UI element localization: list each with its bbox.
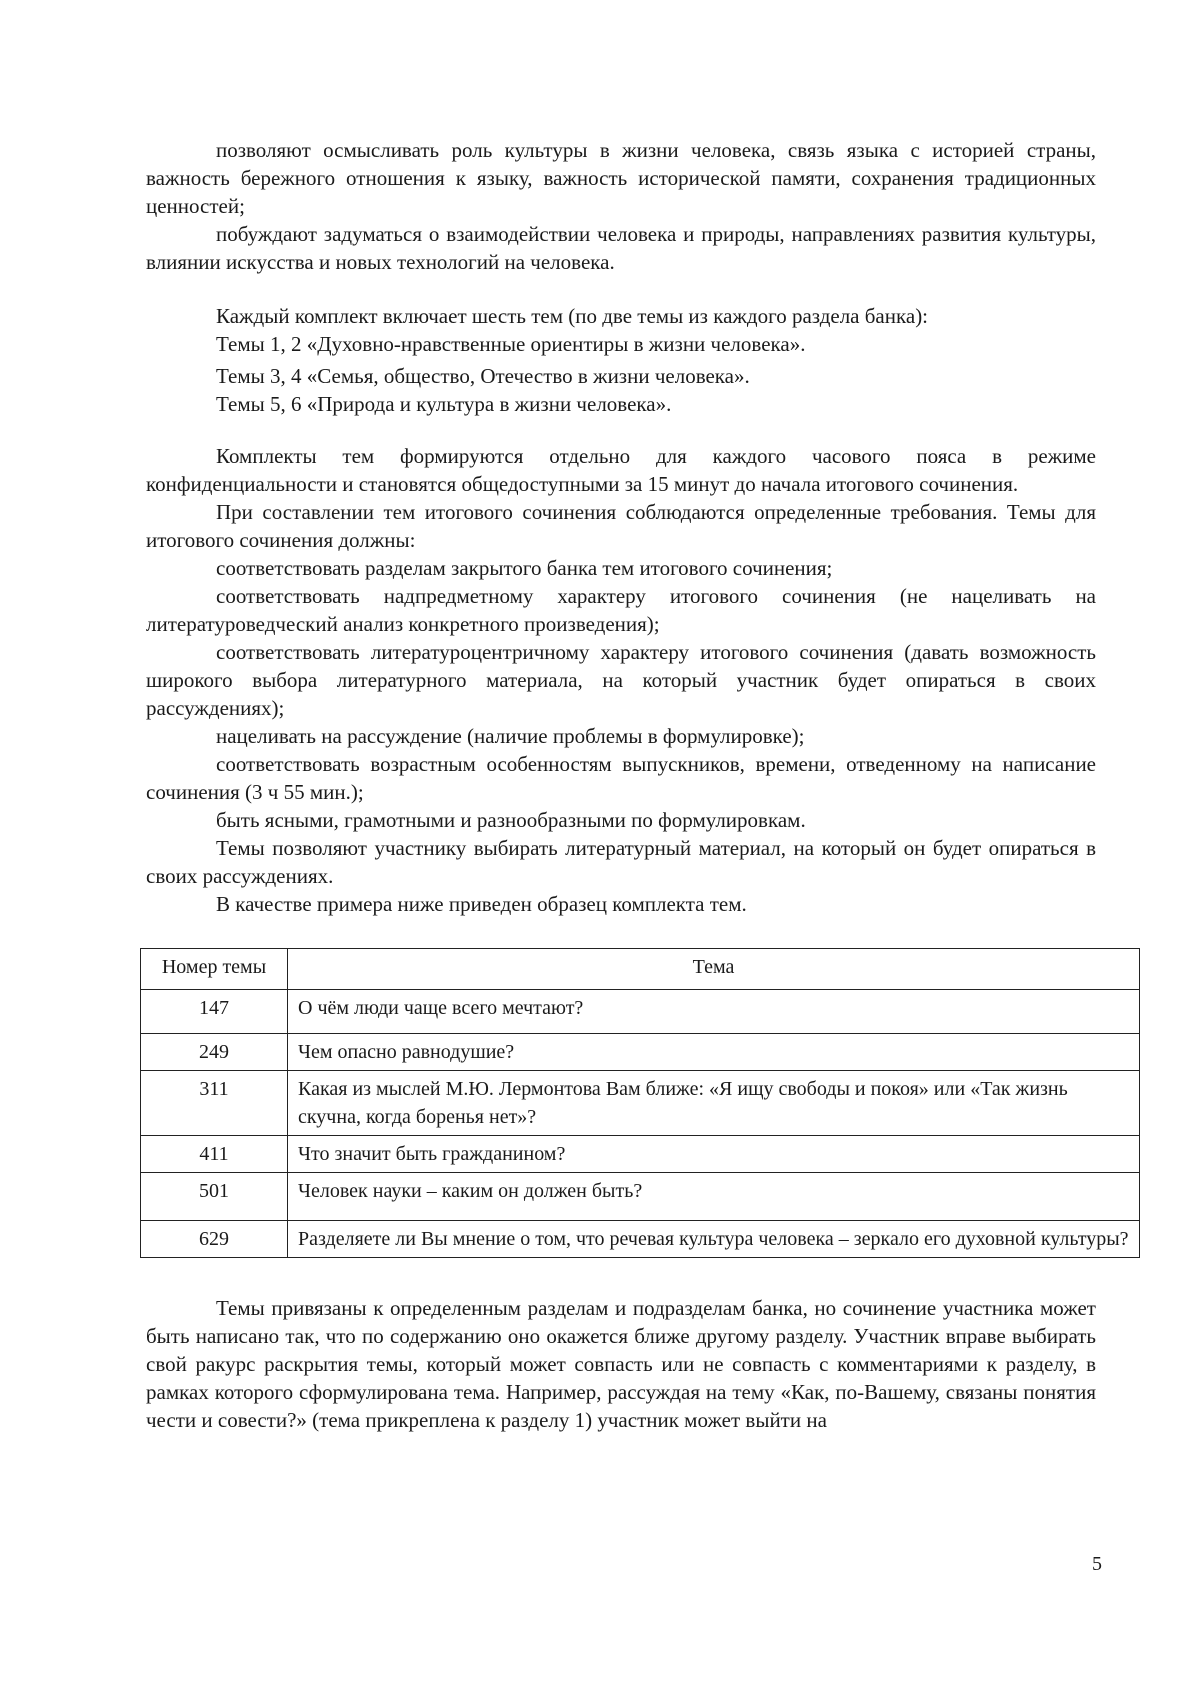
column-header-theme: Тема (288, 949, 1140, 990)
rules-paragraph-3: Темы позволяют участнику выбирать литературный материал, на который он будет опираться в своих рассуждениях. (146, 836, 1096, 888)
kit-line-1: Каждый комплект включает шесть тем (по две темы из каждого раздела банка): (216, 304, 929, 328)
kit-line-2: Темы 1, 2 «Духовно-нравственные ориентиры в жизни человека». (216, 332, 806, 356)
themes-table (140, 948, 1140, 1258)
document-page (146, 136, 1129, 1434)
theme-text: Разделяете ли Вы мнение о том, что речевая культура человека – зеркало его духовной культуры? (288, 1221, 1140, 1258)
rules-paragraph-4: В качестве примера ниже приведен образец комплекта тем. (216, 892, 747, 916)
theme-number: 311 (141, 1071, 288, 1136)
theme-text: Какая из мыслей М.Ю. Лермонтова Вам ближе: «Я ищу свободы и покоя» или «Так жизнь скучна, когда боренья нет»? (288, 1071, 1140, 1136)
column-header-number: Номер темы (141, 949, 288, 990)
rules-paragraph-2: При составлении тем итогового сочинения соблюдаются определенные требования. Темы для итогового сочинения должны: (146, 500, 1096, 552)
requirement-3: соответствовать литературоцентричному характеру итогового сочинения (давать возможность широкого выбора литературного материала, на который участник будет опираться в своих рассуждениях); (146, 640, 1096, 720)
theme-number: 147 (141, 990, 288, 1034)
table-row (141, 1034, 1140, 1071)
theme-number: 501 (141, 1173, 288, 1221)
page-number: 5 (1092, 1553, 1102, 1575)
requirement-2: соответствовать надпредметному характеру итогового сочинения (не нацеливать на литературоведческий анализ конкретного произведения); (146, 584, 1096, 636)
requirement-4: нацеливать на рассуждение (наличие проблемы в формулировке); (216, 724, 805, 748)
kit-line-3: Темы 3, 4 «Семья, общество, Отечество в жизни человека». (216, 364, 750, 388)
theme-number: 629 (141, 1221, 288, 1258)
intro-paragraph-1: позволяют осмысливать роль культуры в жизни человека, связь языка с историей страны, важность бережного отношения к языку, важность исторической памяти, сохранения традиционных ценностей; (146, 138, 1096, 218)
theme-number: 411 (141, 1136, 288, 1173)
requirement-5: соответствовать возрастным особенностям выпускников, времени, отведенному на написание сочинения (3 ч 55 мин.); (146, 752, 1096, 804)
rules-paragraph-1: Комплекты тем формируются отдельно для каждого часового пояса в режиме конфиденциальности и становятся общедоступными за 15 минут до начала итогового сочинения. (146, 444, 1096, 496)
outro-paragraph: Темы привязаны к определенным разделам и подразделам банка, но сочинение участника может быть написано так, что по содержанию оно окажется ближе другому разделу. Участник вправе выбирать свой ракурс раскрытия темы, который может совпасть или не совпасть с комментариями к разделу, в рамках которого сформулирована тема. Например, рассуждая на тему «Как, по-Вашему, связаны понятия чести и совести?» (тема прикреплена к разделу 1) участник может выйти на (146, 1296, 1096, 1432)
table-row (141, 1221, 1140, 1258)
theme-text: Что значит быть гражданином? (288, 1136, 1140, 1173)
intro-paragraph-2: побуждают задуматься о взаимодействии человека и природы, направлениях развития культуры, влиянии искусства и новых технологий на человека. (146, 222, 1096, 274)
requirement-6: быть ясными, грамотными и разнообразными по формулировкам. (216, 808, 806, 832)
table-row (141, 1136, 1140, 1173)
table-row (141, 1173, 1140, 1221)
table-row (141, 1071, 1140, 1136)
kit-line-4: Темы 5, 6 «Природа и культура в жизни человека». (216, 392, 672, 416)
theme-text: Человек науки – каким он должен быть? (288, 1173, 1140, 1221)
table-header-row (141, 949, 1140, 990)
table-row (141, 990, 1140, 1034)
theme-text: Чем опасно равнодушие? (288, 1034, 1140, 1071)
requirement-1: соответствовать разделам закрытого банка тем итогового сочинения; (216, 556, 833, 580)
theme-number: 249 (141, 1034, 288, 1071)
theme-text: О чём люди чаще всего мечтают? (288, 990, 1140, 1034)
